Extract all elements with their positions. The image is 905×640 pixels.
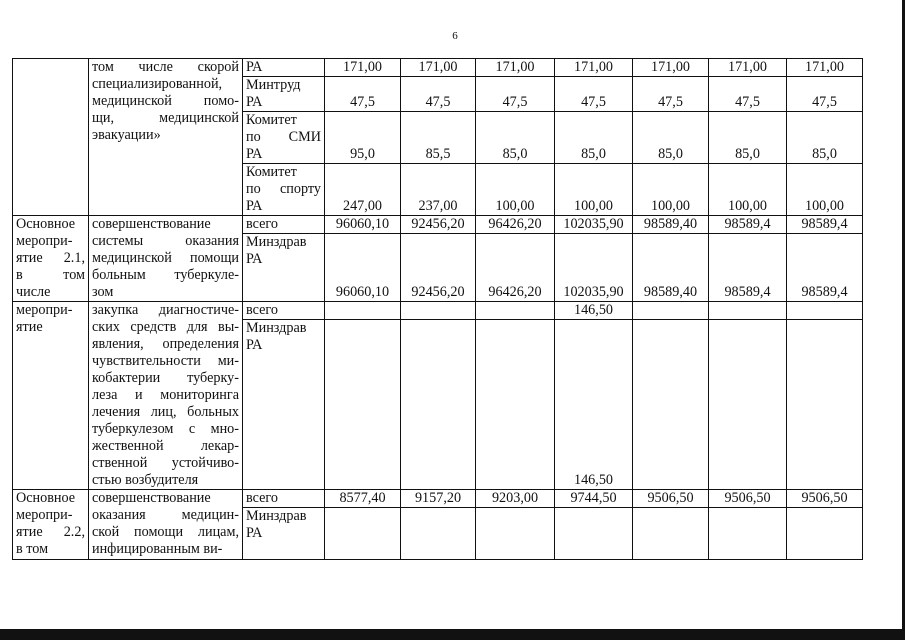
text-line: всего (246, 302, 278, 318)
text-line: по СМИ (246, 129, 321, 145)
value-cell: 92456,20 (401, 234, 476, 302)
activity-cell (13, 216, 89, 302)
text-line: больным туберкуле- (92, 267, 239, 283)
value-cell (633, 320, 709, 490)
value-cell: 47,5 (325, 77, 401, 112)
value-cell: 9157,20 (401, 490, 476, 508)
value-cell: 98589,4 (709, 216, 787, 234)
text-line: ятие (16, 319, 43, 335)
text-line: совершенствование (92, 490, 211, 506)
text-line: Комитет (246, 112, 297, 128)
value-cell: 98589,40 (633, 234, 709, 302)
value-cell (787, 302, 863, 320)
activity-cell (13, 490, 89, 560)
value-cell (555, 508, 633, 560)
value-cell: 171,00 (555, 59, 633, 77)
text-line: жественной лекар- (92, 438, 239, 454)
text-line: в том (16, 541, 49, 557)
value-cell: 47,5 (555, 77, 633, 112)
value-cell (709, 320, 787, 490)
text-line: закупка диагностиче- (92, 302, 239, 318)
page-bottom-edge (0, 629, 905, 640)
agency-cell (243, 508, 325, 560)
value-cell: 92456,20 (401, 216, 476, 234)
value-cell: 85,0 (709, 112, 787, 164)
value-cell: 47,5 (709, 77, 787, 112)
agency-cell (243, 234, 325, 302)
agency-cell (243, 216, 325, 234)
text-line: системы оказания (92, 233, 239, 249)
value-cell: 85,0 (633, 112, 709, 164)
text-line: Минздрав (246, 320, 307, 336)
value-cell (325, 302, 401, 320)
value-cell: 47,5 (787, 77, 863, 112)
text-line: всего (246, 490, 278, 506)
value-cell: 102035,90 (555, 216, 633, 234)
text-line: Комитет (246, 164, 297, 180)
text-line: зом (92, 284, 114, 300)
text-line: специализированной, (92, 76, 223, 92)
value-cell: 96060,10 (325, 216, 401, 234)
text-line: РА (246, 94, 263, 110)
description-cell (89, 59, 243, 216)
value-cell: 85,0 (476, 112, 555, 164)
value-cell (633, 508, 709, 560)
value-cell (787, 508, 863, 560)
value-cell (476, 508, 555, 560)
value-cell (633, 302, 709, 320)
text-line: медицинской помо- (92, 93, 239, 109)
agency-cell (243, 77, 325, 112)
text-line: ятие 2.2, (16, 524, 85, 540)
text-line: РА (246, 337, 263, 353)
text-line: по спорту (246, 181, 321, 197)
description-cell (89, 490, 243, 560)
value-cell (787, 320, 863, 490)
agency-cell (243, 164, 325, 216)
table-row (13, 216, 863, 234)
text-line: меропри- (16, 302, 73, 318)
text-line: меропри- (16, 507, 73, 523)
text-line: щи, медицинской (92, 110, 239, 126)
text-line: РА (246, 146, 263, 162)
agency-cell (243, 112, 325, 164)
value-cell: 9506,50 (633, 490, 709, 508)
value-cell (401, 320, 476, 490)
text-line: туберкулезом с мно- (92, 421, 239, 437)
table-row (13, 302, 863, 320)
value-cell: 102035,90 (555, 234, 633, 302)
text-line: леза и мониторинга (92, 387, 239, 403)
value-cell (709, 508, 787, 560)
text-line: чувствительности ми- (92, 353, 239, 369)
text-line: всего (246, 216, 278, 232)
text-line: Основное (16, 216, 76, 232)
text-line: эвакуации» (92, 127, 161, 143)
value-cell: 171,00 (401, 59, 476, 77)
value-cell: 98589,4 (709, 234, 787, 302)
value-cell: 98589,40 (633, 216, 709, 234)
text-line: ственной устойчиво- (92, 455, 239, 471)
value-cell: 85,0 (555, 112, 633, 164)
value-cell: 171,00 (325, 59, 401, 77)
value-cell: 9203,00 (476, 490, 555, 508)
agency-cell (243, 59, 325, 77)
text-line: Минздрав (246, 234, 307, 250)
value-cell: 100,00 (476, 164, 555, 216)
value-cell (401, 508, 476, 560)
value-cell: 96426,20 (476, 234, 555, 302)
activity-cell (13, 302, 89, 490)
text-line: Минздрав (246, 508, 307, 524)
text-line: ятие 2.1, (16, 250, 85, 266)
value-cell (401, 302, 476, 320)
value-cell (325, 508, 401, 560)
value-cell: 96060,10 (325, 234, 401, 302)
value-cell (476, 302, 555, 320)
text-line: ской помощи лицам, (92, 524, 239, 540)
value-cell: 100,00 (555, 164, 633, 216)
value-cell (709, 302, 787, 320)
text-line: Основное (16, 490, 76, 506)
text-line: совершенствование (92, 216, 211, 232)
value-cell: 247,00 (325, 164, 401, 216)
text-line: явления, определения (92, 336, 239, 352)
value-cell: 171,00 (633, 59, 709, 77)
text-line: РА (246, 59, 263, 75)
value-cell: 95,0 (325, 112, 401, 164)
value-cell: 85,0 (787, 112, 863, 164)
text-line: том числе скорой (92, 59, 239, 75)
text-line: медицинской помощи (92, 250, 239, 266)
text-line: числе (16, 284, 51, 300)
text-line: РА (246, 525, 263, 541)
value-cell: 171,00 (476, 59, 555, 77)
text-line: РА (246, 198, 263, 214)
value-cell: 96426,20 (476, 216, 555, 234)
value-cell: 98589,4 (787, 216, 863, 234)
text-line: меропри- (16, 233, 73, 249)
value-cell: 100,00 (709, 164, 787, 216)
text-line: оказания медицин- (92, 507, 239, 523)
description-cell (89, 216, 243, 302)
value-cell (325, 320, 401, 490)
text-line: кобактерии туберку- (92, 370, 239, 386)
value-cell: 9744,50 (555, 490, 633, 508)
value-cell (476, 320, 555, 490)
text-line: в том (16, 267, 85, 283)
text-line: Минтруд (246, 77, 301, 93)
value-cell: 100,00 (787, 164, 863, 216)
agency-cell (243, 490, 325, 508)
activity-cell (13, 59, 89, 216)
value-cell: 9506,50 (787, 490, 863, 508)
value-cell: 237,00 (401, 164, 476, 216)
text-line: инфицированным ви- (92, 541, 223, 557)
value-cell: 171,00 (709, 59, 787, 77)
value-cell: 171,00 (787, 59, 863, 77)
value-cell: 47,5 (401, 77, 476, 112)
value-cell: 8577,40 (325, 490, 401, 508)
agency-cell (243, 320, 325, 490)
value-cell: 100,00 (633, 164, 709, 216)
table-row (13, 59, 863, 77)
value-cell: 9506,50 (709, 490, 787, 508)
text-line: стью возбудителя (92, 472, 199, 488)
table-row (13, 490, 863, 508)
value-cell: 47,5 (476, 77, 555, 112)
budget-table (12, 58, 863, 560)
value-cell: 98589,4 (787, 234, 863, 302)
value-cell: 146,50 (555, 320, 633, 490)
value-cell: 47,5 (633, 77, 709, 112)
value-cell: 85,5 (401, 112, 476, 164)
text-line: лечения лиц, больных (92, 404, 239, 420)
text-line: ских средств для вы- (92, 319, 239, 335)
page-number: 6 (452, 30, 458, 42)
description-cell (89, 302, 243, 490)
agency-cell (243, 302, 325, 320)
value-cell: 146,50 (555, 302, 633, 320)
text-line: РА (246, 251, 263, 267)
